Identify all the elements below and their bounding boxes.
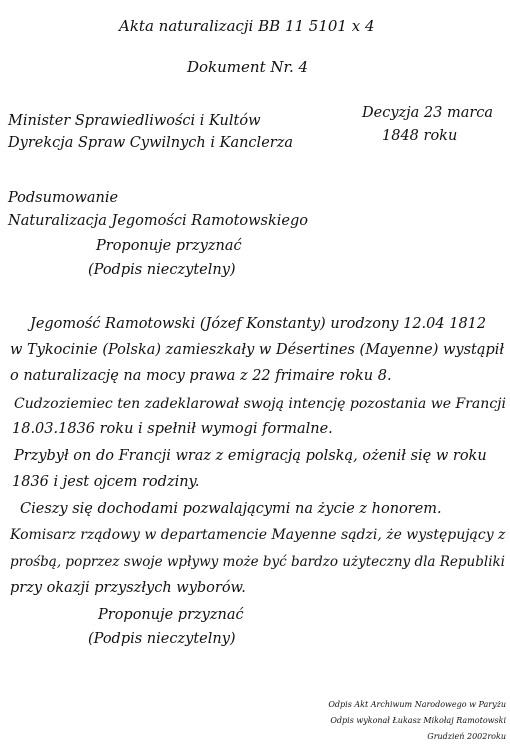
summary-proposal: Proponuje przyznać bbox=[96, 238, 242, 254]
sender-line-1: Minister Sprawiedliwości i Kultów bbox=[8, 113, 261, 129]
sender-line-2: Dyrekcja Spraw Cywilnych i Kanclerza bbox=[8, 135, 293, 151]
body-proposal: Proponuje przyznać bbox=[98, 607, 244, 623]
decision-year: 1848 roku bbox=[382, 128, 458, 144]
body-line: o naturalizację na mocy prawa z 22 frimaire roku 8. bbox=[10, 368, 392, 384]
footer-archive-note: Odpis Akt Archiwum Narodowego w Paryżu bbox=[328, 700, 506, 709]
body-line: w Tykocinie (Polska) zamieszkały w Désertines (Mayenne) wystąpił bbox=[10, 342, 505, 358]
body-line: 1836 i jest ojcem rodziny. bbox=[12, 474, 200, 490]
decision-date: Decyzja 23 marca bbox=[362, 105, 494, 121]
body-signature: (Podpis nieczytelny) bbox=[88, 631, 236, 647]
body-line: Cieszy się dochodami pozwalającymi na życie z honorem. bbox=[20, 501, 442, 517]
body-line: przy okazji przyszłych wyborów. bbox=[10, 580, 246, 596]
body-line: Komisarz rządowy w departamencie Mayenne sądzi, że występujący z bbox=[10, 527, 506, 543]
summary-signature: (Podpis nieczytelny) bbox=[88, 262, 236, 278]
body-line: 18.03.1836 roku i spełnił wymogi formalne. bbox=[12, 421, 333, 437]
document-number: Dokument Nr. 4 bbox=[187, 58, 309, 76]
body-line: prośbą, poprzez swoje wpływy może być bardzo użyteczny dla Republiki bbox=[10, 554, 506, 570]
summary-subject: Naturalizacja Jegomości Ramotowskiego bbox=[8, 213, 308, 229]
document-title: Akta naturalizacji BB 11 5101 x 4 bbox=[119, 17, 375, 35]
footer-copyist-note: Odpis wykonał Łukasz Mikołaj Ramotowski bbox=[330, 716, 506, 725]
body-line: Cudzoziemiec ten zadeklarował swoją intencję pozostania we Francji bbox=[14, 396, 507, 412]
summary-heading: Podsumowanie bbox=[8, 190, 119, 206]
footer-date-note: Grudzień 2002roku bbox=[427, 732, 506, 741]
body-line: Jegomość Ramotowski (Józef Konstanty) urodzony 12.04 1812 bbox=[30, 316, 487, 332]
body-line: Przybył on do Francji wraz z emigracją polską, ożenił się w roku bbox=[14, 448, 487, 464]
